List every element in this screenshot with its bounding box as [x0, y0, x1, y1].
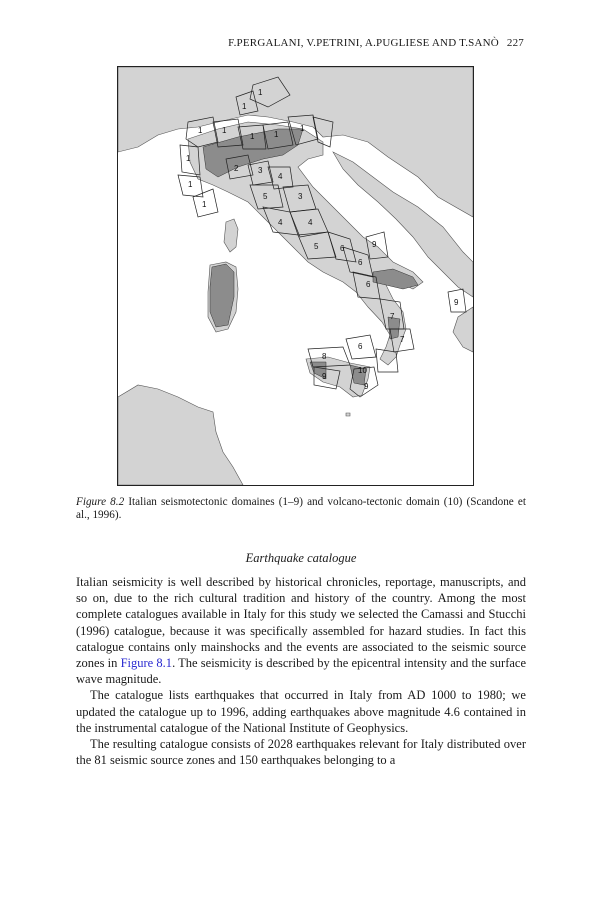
zone-label: 1 — [186, 154, 191, 163]
zone-label: 5 — [263, 192, 268, 201]
land-corsica — [224, 219, 238, 252]
figure-map — [117, 66, 474, 486]
zone-label: 10 — [358, 366, 367, 375]
zone-label: 9 — [454, 298, 459, 307]
zone-label: 1 — [198, 126, 203, 135]
map-svg — [118, 67, 473, 485]
figure-label: Figure 8.2 — [76, 496, 125, 508]
zone-label: 7 — [390, 312, 395, 321]
zone-label: 6 — [340, 244, 345, 253]
zone-label: 1 — [258, 88, 263, 97]
running-head — [228, 37, 524, 49]
zone-label: 3 — [258, 166, 263, 175]
zone-label: 1 — [188, 180, 193, 189]
zone-label: 1 — [274, 130, 279, 139]
zone-label: 1 — [222, 126, 227, 135]
paragraph-3: The resulting catalogue consists of 2028 earthquakes relevant for Italy distributed over the 81 seismic source zones and 150 earthquakes belonging to a — [76, 737, 526, 768]
zone-label: 9 — [372, 240, 377, 249]
zone-label: 4 — [308, 218, 313, 227]
land-malta — [346, 413, 350, 416]
zone-label: 6 — [358, 258, 363, 267]
paragraph-2: The catalogue lists earthquakes that occurred in Italy from AD 1000 to 1980; we updated the catalogue up to 1996, adding earthquakes above magnitude 4.6 contained in the instrumental catalogue of the National Institute of Geophysics. — [76, 688, 526, 735]
figure-caption — [76, 496, 526, 522]
zone-label: 9 — [364, 382, 369, 391]
zone-label: 2 — [234, 164, 239, 173]
zone-label: 1 — [250, 132, 255, 141]
zone-label: 5 — [314, 242, 319, 251]
zone-label: 6 — [366, 280, 371, 289]
section-title: Earthquake catalogue — [245, 551, 357, 565]
zone-label: 7 — [400, 335, 405, 344]
zone-label: 1 — [202, 200, 207, 209]
zone-label: 9 — [322, 372, 327, 381]
zone-label: 8 — [322, 352, 327, 361]
zone-label: 1 — [242, 102, 247, 111]
zone-label: 4 — [278, 172, 283, 181]
land-greece — [453, 307, 473, 352]
body-text — [76, 574, 526, 768]
land-north-africa — [118, 385, 243, 485]
running-head-authors: F.PERGALANI, V.PETRINI, A.PUGLIESE AND T.SANÒ — [228, 37, 499, 49]
paragraph-1: Italian seismicity is well described by historical chronicles, reportage, manuscripts, and so on, due to the rich cultural tradition and history of the country. Among the most complete catalogues available in Italy for this study we selected the Camassi and Stucchi (1996) catalogue, because it was specifically assembled for hazard studies. In fact this catalogue contains only mainshocks and the events are associated to the seismic source zones in Figure 8.1. The seismicity is described by the epicentral intensity and the surface wave magnitude. — [76, 575, 527, 687]
figure-link[interactable]: Figure 8.1 — [120, 656, 173, 671]
zone-label: 4 — [278, 218, 283, 227]
zone-label: 6 — [358, 342, 363, 351]
page-number: 227 — [506, 37, 524, 49]
zone-label: 1 — [300, 124, 305, 133]
figure-caption-text: Italian seismotectonic domaines (1–9) and volcano-tectonic domain (10) (Scandone et al., 1996). — [76, 496, 526, 521]
zone-label: 3 — [298, 192, 303, 201]
